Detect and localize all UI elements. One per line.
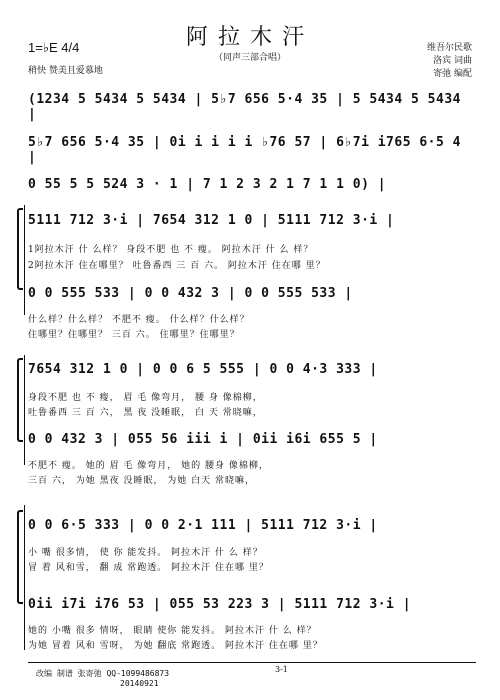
footer-credit: 改编 制谱 张寄弛 QQ-1099486873 xyxy=(36,669,170,678)
lyric-line-7: 不肥不 瘦。 她的 眉 毛 像弯月， 她的 腰身 像棉柳， xyxy=(28,461,269,471)
page-number: 3-1 xyxy=(275,665,288,674)
notation-row-3: 0 55 5 5 524 3 · 1 | 7 1 2 3 2 1 7 1 1 0) | xyxy=(28,177,387,192)
notation-row-4: 5111 712 3·i | 7654 312 1 0 | 5111 712 3·i | xyxy=(28,213,395,228)
notation-row-5: 0 0 555 533 | 0 0 432 3 | 0 0 555 533 | xyxy=(28,286,353,301)
lyric-line-11: 她的 小嘴 很多 情呀， 眼睛 使你 能发抖。 阿拉木汗 什 么 样？ xyxy=(28,626,317,636)
notation-row-7: 0 0 432 3 | 055 56 iii i | 0ii i6i 655 5 | xyxy=(28,432,378,447)
footer-date: 20140921 xyxy=(120,679,159,688)
notation-row-9: 0ii i7i i76 53 | 055 53 223 3 | 5111 712 3·i | xyxy=(28,597,412,612)
notation-row-8: 0 0 6·5 333 | 0 0 2·1 111 | 5111 712 3·i | xyxy=(28,518,378,533)
notation-row-1: (1234 5 5434 5 5434 | 5♭7 656 5·4 35 | 5 5434 5 5434 | xyxy=(28,92,461,122)
system-bracket-1 xyxy=(24,205,25,315)
system-bracket-2 xyxy=(24,355,25,465)
tempo-marking: 稍快 赞美且爱慕地 xyxy=(28,66,103,76)
key-signature: 1=♭E 4/4 xyxy=(28,40,80,55)
footer-divider xyxy=(28,662,476,663)
lyric-line-12: 为她 冒着 风和 雪呀， 为她 翻底 常跑透。 阿拉木汗 住在哪 里？ xyxy=(28,641,323,651)
system-bracket-3 xyxy=(24,505,25,650)
song-title: 阿拉木汗 xyxy=(185,25,314,50)
lyric-line-3: 什么样？什么样？ 不肥不 瘦。 什么样？什么样？ xyxy=(28,315,250,325)
lyric-line-5: 身段不肥 也 不 瘦， 眉 毛 像弯月， 腰 身 像棉柳， xyxy=(28,393,263,403)
credit-lyricist: 洛宾 词曲 xyxy=(433,56,472,66)
system-brace-2 xyxy=(17,358,23,442)
lyric-line-4: 住哪里？住哪里？ 三百 六。 住哪里？住哪里？ xyxy=(28,330,240,340)
lyric-line-10: 冒 着 风和雪， 翻 成 常跑透。 阿拉木汗 住在哪 里？ xyxy=(28,563,269,573)
lyric-verse-1: 1阿拉木汗 什 么样？ 身段不肥 也 不 瘦。 阿拉木汗 什 么 样？ xyxy=(28,245,314,255)
notation-row-2: 5♭7 656 5·4 35 | 0i i i i i ♭76 57 | 6♭7i i765 6·5 4 | xyxy=(28,135,461,165)
credit-origin: 维吾尔民歌 xyxy=(426,43,472,53)
lyric-line-6: 吐鲁番西 三 百 六， 黑 夜 没睡眠， 白 天 常晓嘛， xyxy=(28,408,263,418)
lyric-line-8: 三百 六， 为她 黑夜 没睡眠， 为她 白天 常晓嘛， xyxy=(28,476,256,486)
system-brace-1 xyxy=(17,208,23,290)
system-brace-3 xyxy=(17,510,23,604)
song-subtitle: （同声三部合唱） xyxy=(213,53,286,63)
credit-arranger: 寄弛 编配 xyxy=(433,69,472,79)
lyric-line-9: 小 嘴 很多情， 使 你 能发抖。 阿拉木汗 什 么 样？ xyxy=(28,548,263,558)
lyric-verse-2: 2阿拉木汗 住在哪里？ 吐鲁番西 三 百 六。 阿拉木汗 住在哪 里？ xyxy=(28,261,326,271)
notation-row-6: 7654 312 1 0 | 0 0 6 5 555 | 0 0 4·3 333 | xyxy=(28,362,378,377)
